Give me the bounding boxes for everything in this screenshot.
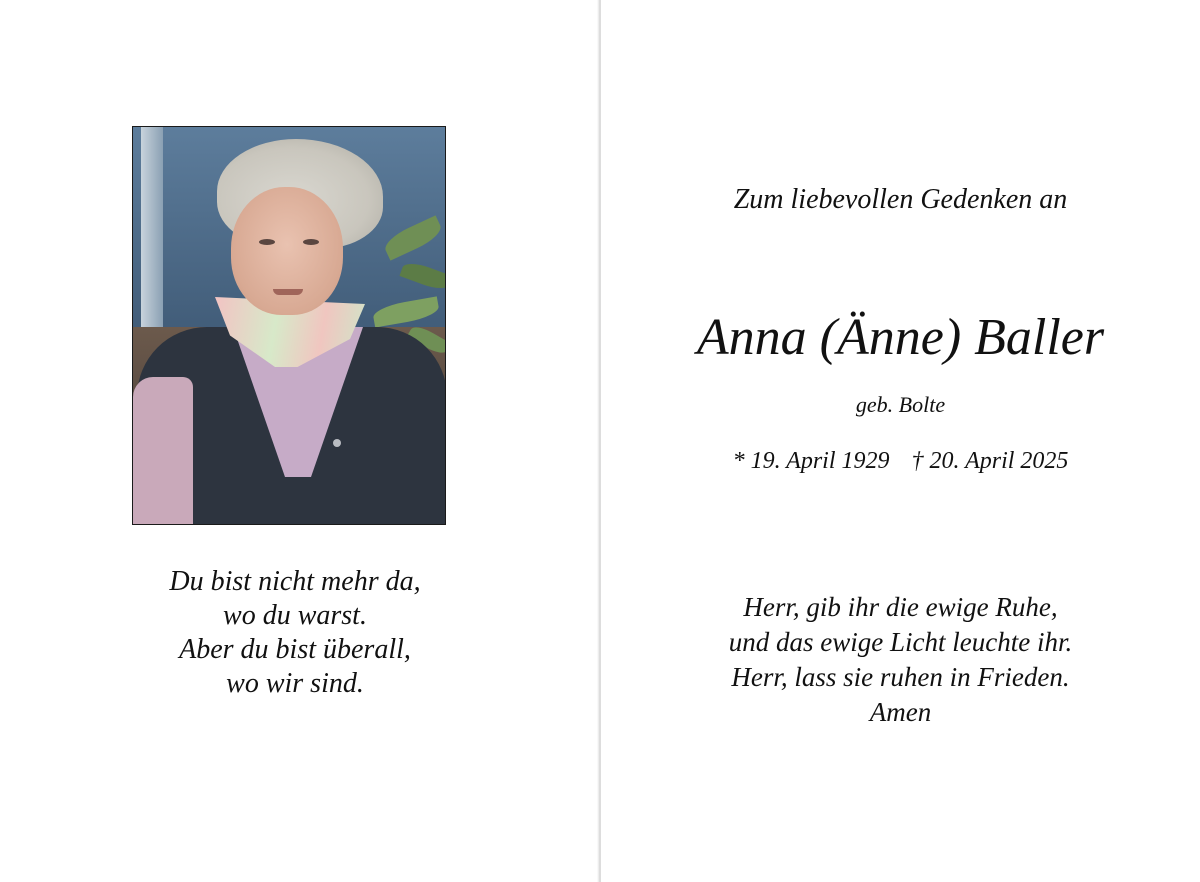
- photo-eye: [303, 239, 319, 245]
- death-date: † 20. April 2025: [911, 448, 1069, 474]
- photo-window-frame: [141, 127, 163, 337]
- memorial-heading: Zum liebevollen Gedenken an: [733, 184, 1068, 215]
- maiden-name: geb. Bolte: [855, 392, 946, 417]
- poem-line: wo du warst.: [223, 600, 367, 631]
- prayer: [601, 590, 1200, 730]
- photo-sleeve: [133, 377, 193, 525]
- portrait-photo: [132, 126, 446, 525]
- deceased-name: Anna (Änne) Baller: [696, 309, 1105, 366]
- poem-line: Du bist nicht mehr da,: [169, 566, 421, 597]
- prayer-line: Herr, lass sie ruhen in Frieden.: [731, 662, 1070, 692]
- prayer-line: Herr, gib ihr die ewige Ruhe,: [743, 592, 1058, 622]
- poem-line: Aber du bist überall,: [179, 634, 411, 665]
- right-page: [601, 0, 1200, 882]
- photo-eye: [259, 239, 275, 245]
- photo-cardigan-button: [333, 439, 341, 447]
- birth-date: * 19. April 1929: [732, 448, 890, 474]
- prayer-line: Amen: [869, 697, 932, 727]
- prayer-line: und das ewige Licht leuchte ihr.: [728, 627, 1073, 657]
- life-dates: [601, 445, 1200, 477]
- poem: [80, 565, 510, 701]
- photo-face: [231, 187, 343, 315]
- photo-mouth: [273, 289, 303, 295]
- poem-line: wo wir sind.: [226, 668, 364, 699]
